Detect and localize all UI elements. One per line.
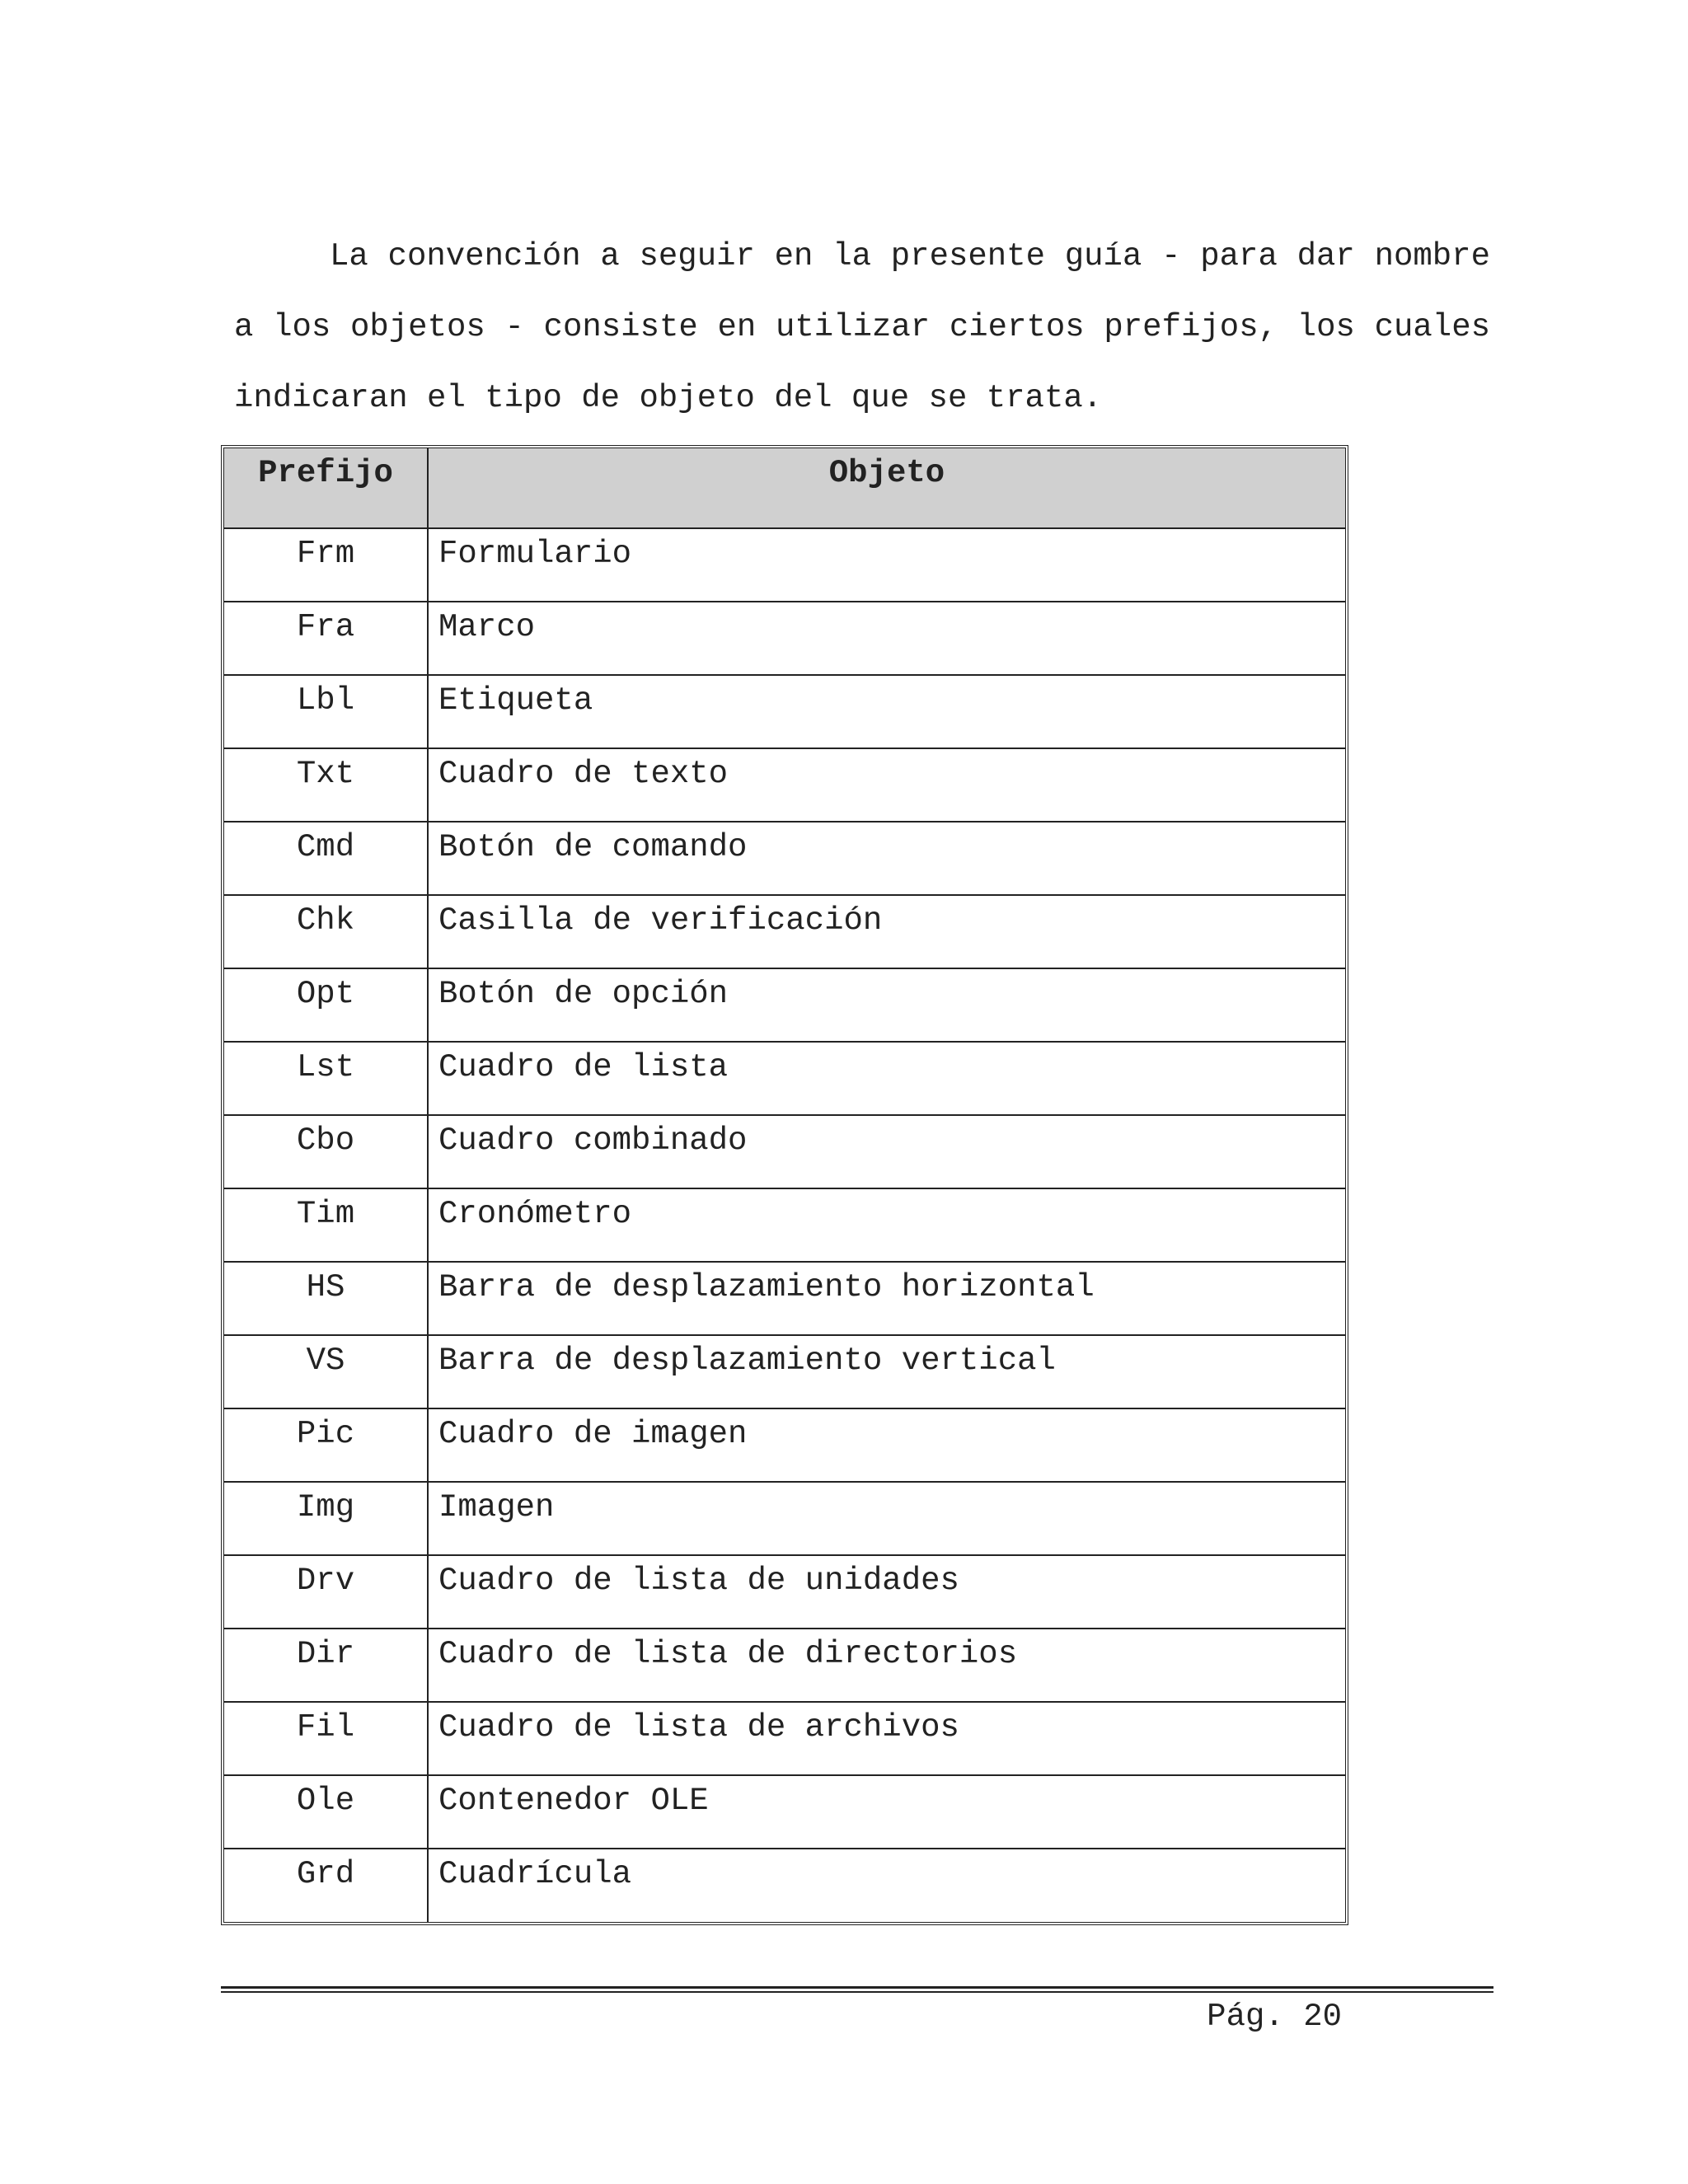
table-row [224,675,1345,748]
table-row [224,528,1345,602]
prefix-cell: Chk [224,895,428,968]
object-cell: Barra de desplazamiento vertical [428,1335,1345,1408]
object-cell: Cuadro de lista [428,1042,1345,1115]
prefix-cell: Img [224,1482,428,1555]
header-prefix: Prefijo [224,448,428,528]
table-row [224,1188,1345,1262]
prefix-cell: HS [224,1262,428,1335]
object-cell: Cuadro de lista de directorios [428,1629,1345,1702]
object-cell: Cronómetro [428,1188,1345,1262]
table-row [224,1482,1345,1555]
prefix-cell: Pic [224,1408,428,1482]
object-cell: Cuadro de texto [428,748,1345,822]
prefix-table [224,448,1345,1922]
prefix-cell: Lbl [224,675,428,748]
object-cell: Contenedor OLE [428,1775,1345,1849]
table-row [224,748,1345,822]
prefix-cell: Drv [224,1555,428,1629]
table-row [224,822,1345,895]
table-row [224,895,1345,968]
object-cell: Cuadro combinado [428,1115,1345,1188]
prefix-cell: Ole [224,1775,428,1849]
object-cell: Marco [428,602,1345,675]
prefix-cell: Tim [224,1188,428,1262]
prefix-cell: Cmd [224,822,428,895]
table-row [224,1335,1345,1408]
footer-divider [221,1986,1493,1993]
prefix-table-frame [221,445,1348,1925]
table-row [224,1042,1345,1115]
header-object: Objeto [428,448,1345,528]
table-row [224,1115,1345,1188]
table-row [224,1555,1345,1629]
object-cell: Formulario [428,528,1345,602]
table-row [224,1775,1345,1849]
prefix-cell: Frm [224,528,428,602]
page-number: Pág. 20 [1207,1999,1342,2035]
intro-paragraph: La convención a seguir en la presente guía - para dar nombre a los objetos - consiste en utilizar ciertos prefijos, los cuales indicaran el tipo de objeto del que se trata. [234,238,1490,416]
object-cell: Cuadro de lista de archivos [428,1702,1345,1775]
prefix-cell: Fra [224,602,428,675]
object-cell: Botón de opción [428,968,1345,1042]
object-cell: Botón de comando [428,822,1345,895]
table-row [224,1262,1345,1335]
object-cell: Casilla de verificación [428,895,1345,968]
table-row [224,1629,1345,1702]
prefix-cell: Dir [224,1629,428,1702]
table-body [224,528,1345,1922]
prefix-cell: Fil [224,1702,428,1775]
table-row [224,968,1345,1042]
table-row [224,1702,1345,1775]
object-cell: Imagen [428,1482,1345,1555]
object-cell: Barra de desplazamiento horizontal [428,1262,1345,1335]
prefix-cell: Lst [224,1042,428,1115]
prefix-cell: Opt [224,968,428,1042]
object-cell: Cuadrícula [428,1849,1345,1922]
object-cell: Cuadro de imagen [428,1408,1345,1482]
table-row [224,1849,1345,1922]
object-cell: Etiqueta [428,675,1345,748]
prefix-cell: Grd [224,1849,428,1922]
table-header-row [224,448,1345,528]
table-row [224,1408,1345,1482]
prefix-cell: Cbo [224,1115,428,1188]
prefix-cell: VS [224,1335,428,1408]
table-row [224,602,1345,675]
prefix-cell: Txt [224,748,428,822]
object-cell: Cuadro de lista de unidades [428,1555,1345,1629]
